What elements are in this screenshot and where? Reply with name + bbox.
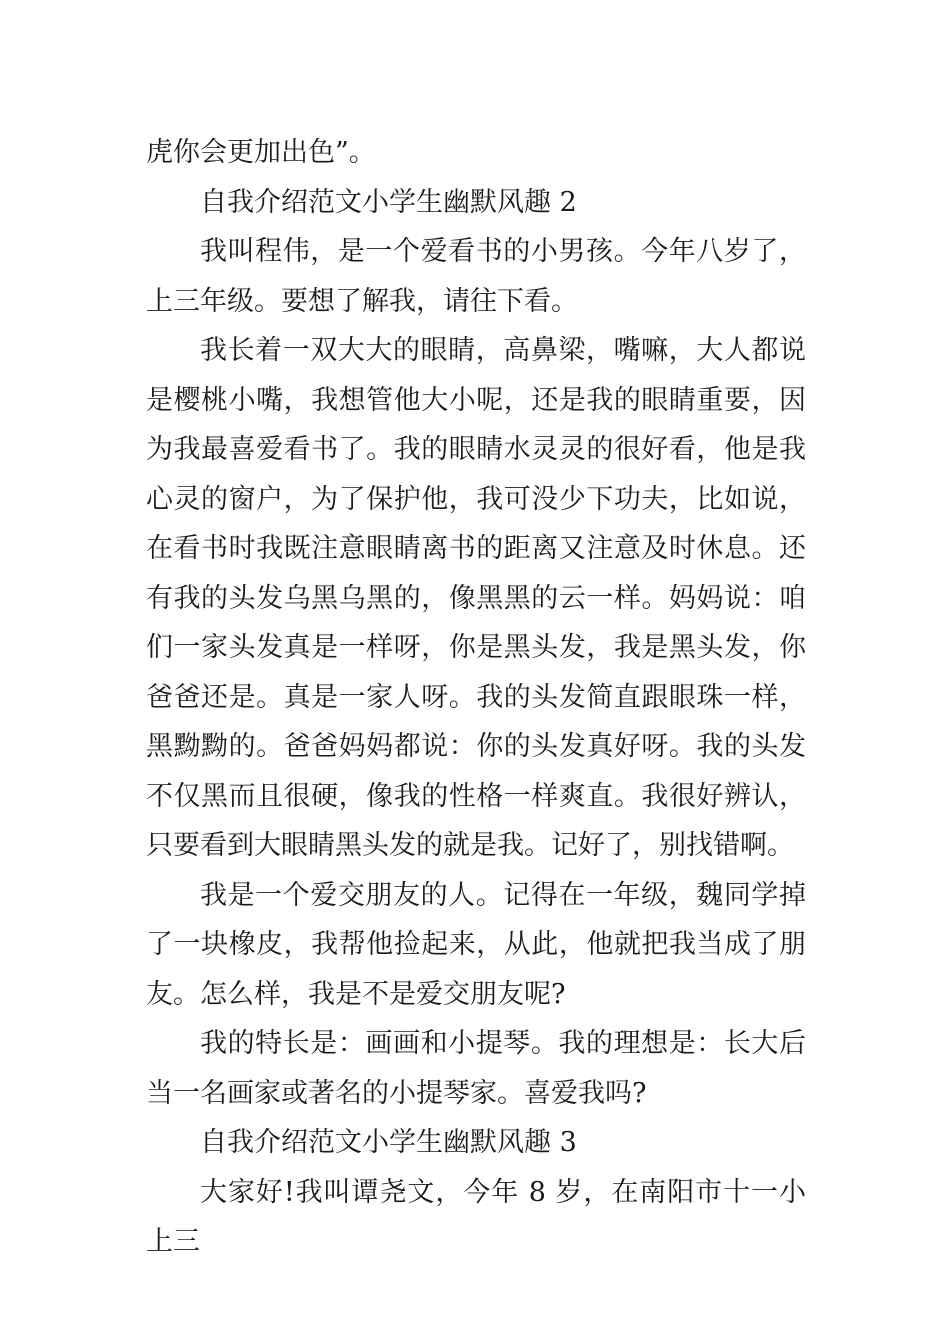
paragraph-appearance: 我长着一双大大的眼睛，高鼻梁，嘴嘛，大人都说是樱桃小嘴，我想管他大小呢，还是我的眼睛重要，因为我最喜爱看书了。我的眼睛水灵灵的很好看，他是我心灵的窗户，为了保护他，我可没少下功夫，比如说，在看书时我既注意眼睛离书的距离又注意及时休息。还有我的头发乌黑乌黑的，像黑黑的云一样。妈妈说：咱们一家头发真是一样呀，你是黑头发，我是黑头发，你爸爸还是。真是一家人呀。我的头发简直跟眼珠一样，黑黝黝的。爸爸妈妈都说：你的头发真好呀。我的头发不仅黑而且很硬，像我的性格一样爽直。我很好辨认，只要看到大眼睛黑头发的就是我。记好了，别找错啊。 bbox=[146, 335, 806, 861]
paragraph-greeting: 大家好!我叫谭尧文，今年 8 岁，在南阳市十一小上三 bbox=[146, 1176, 806, 1257]
section-heading-3: 自我介绍范文小学生幽默风趣 3 bbox=[200, 1127, 577, 1158]
paragraph-friends: 我是一个爱交朋友的人。记得在一年级，魏同学掉了一块橡皮，我帮他捡起来，从此，他就把我当成了朋友。怎么样，我是不是爱交朋友呢? bbox=[146, 879, 806, 1010]
document-body bbox=[146, 128, 806, 1267]
paragraph-continuation: 虎你会更加出色”。 bbox=[146, 137, 376, 168]
paragraph-intro: 我叫程伟，是一个爱看书的小男孩。今年八岁了，上三年级。要想了解我，请往下看。 bbox=[146, 236, 806, 317]
section-heading-2: 自我介绍范文小学生幽默风趣 2 bbox=[200, 186, 577, 218]
paragraph-hobbies: 我的特长是：画画和小提琴。我的理想是：长大后当一名画家或著名的小提琴家。喜爱我吗? bbox=[146, 1028, 806, 1109]
